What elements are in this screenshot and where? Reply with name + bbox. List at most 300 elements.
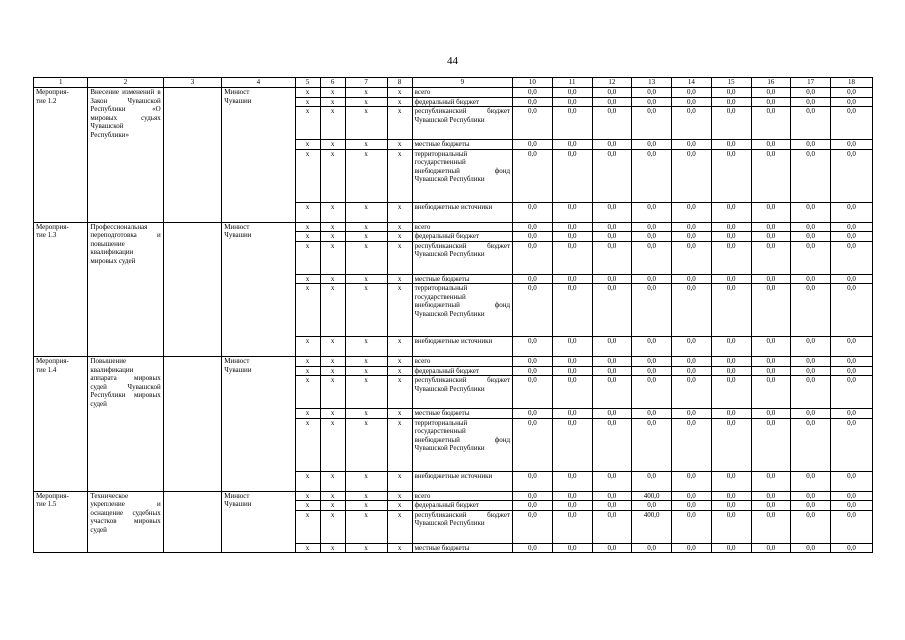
funding-value: 0,0: [672, 284, 712, 337]
funding-value: 0,0: [552, 491, 592, 501]
code-cell-c6: x: [320, 418, 345, 471]
funding-value: 0,0: [592, 376, 632, 409]
funding-value: 0,0: [552, 274, 592, 284]
code-cell-c7: x: [345, 471, 387, 491]
table-row: [34, 88, 873, 98]
code-cell-c8: x: [387, 501, 412, 511]
measure-responsible: Минюст Чувашии: [222, 222, 295, 357]
code-cell-c7: x: [345, 376, 387, 409]
funding-value: 0,0: [751, 409, 791, 419]
funding-value: 0,0: [751, 88, 791, 98]
code-cell-c5: x: [295, 107, 320, 140]
code-cell-c6: x: [320, 337, 345, 357]
funding-value: 0,0: [672, 241, 712, 274]
funding-value: 0,0: [592, 409, 632, 419]
measure-responsible: Минюст Чувашии: [222, 357, 295, 492]
funding-value: 0,0: [552, 284, 592, 337]
code-cell-c5: x: [295, 222, 320, 232]
column-number: 10: [513, 78, 553, 88]
column-number: 11: [552, 78, 592, 88]
funding-value: 0,0: [791, 140, 831, 150]
funding-source: местные бюджеты: [412, 543, 512, 553]
funding-value: 0,0: [592, 471, 632, 491]
code-cell-c5: x: [295, 491, 320, 501]
funding-value: 0,0: [552, 88, 592, 98]
funding-value: 0,0: [751, 471, 791, 491]
column-number: 16: [751, 78, 791, 88]
funding-value: 0,0: [552, 357, 592, 367]
code-cell-c7: x: [345, 202, 387, 222]
funding-value: 0,0: [711, 202, 751, 222]
funding-value: 0,0: [831, 357, 873, 367]
funding-value: 0,0: [552, 510, 592, 543]
funding-value: 0,0: [791, 491, 831, 501]
funding-value: 0,0: [791, 88, 831, 98]
funding-value: 0,0: [672, 202, 712, 222]
funding-value: 0,0: [592, 222, 632, 232]
code-cell-c8: x: [387, 232, 412, 242]
code-cell-c6: x: [320, 222, 345, 232]
code-cell-c7: x: [345, 510, 387, 543]
funding-value: 0,0: [791, 471, 831, 491]
funding-value: 0,0: [711, 337, 751, 357]
funding-value: 0,0: [672, 88, 712, 98]
column-number: 12: [592, 78, 632, 88]
measure-participant: [163, 222, 222, 357]
code-cell-c7: x: [345, 337, 387, 357]
funding-value: 0,0: [632, 337, 672, 357]
funding-value: 0,0: [632, 543, 672, 553]
funding-source: всего: [412, 357, 512, 367]
funding-value: 0,0: [632, 366, 672, 376]
funding-value: 0,0: [831, 501, 873, 511]
code-cell-c6: x: [320, 274, 345, 284]
funding-value: 0,0: [672, 357, 712, 367]
funding-source: местные бюджеты: [412, 409, 512, 419]
funding-value: 0,0: [711, 149, 751, 202]
funding-source: всего: [412, 491, 512, 501]
funding-value: 0,0: [632, 376, 672, 409]
funding-value: 0,0: [552, 97, 592, 107]
funding-value: 0,0: [711, 543, 751, 553]
funding-value: 0,0: [751, 543, 791, 553]
funding-value: 0,0: [831, 376, 873, 409]
funding-value: 0,0: [751, 232, 791, 242]
funding-value: 0,0: [791, 418, 831, 471]
column-number: 15: [711, 78, 751, 88]
funding-value: 0,0: [552, 140, 592, 150]
column-number: 9: [412, 78, 512, 88]
funding-source: республиканский бюджет Чувашской Республики: [412, 107, 512, 140]
funding-value: 0,0: [592, 241, 632, 274]
funding-value: 0,0: [672, 97, 712, 107]
funding-value: 0,0: [513, 88, 553, 98]
funding-value: 0,0: [632, 284, 672, 337]
code-cell-c6: x: [320, 357, 345, 367]
funding-value: 0,0: [632, 140, 672, 150]
funding-value: 0,0: [513, 501, 553, 511]
funding-value: 0,0: [791, 222, 831, 232]
column-number: 7: [345, 78, 387, 88]
funding-value: 0,0: [711, 97, 751, 107]
funding-value: 0,0: [632, 357, 672, 367]
measure-name: Профессиональная переподготовка и повышение квалификации мировых судей: [88, 222, 163, 357]
funding-value: 0,0: [791, 501, 831, 511]
funding-value: 0,0: [552, 202, 592, 222]
funding-value: 0,0: [751, 97, 791, 107]
funding-value: 0,0: [751, 357, 791, 367]
code-cell-c7: x: [345, 232, 387, 242]
code-cell-c6: x: [320, 202, 345, 222]
measure-responsible: Минюст Чувашии: [222, 88, 295, 223]
code-cell-c7: x: [345, 274, 387, 284]
code-cell-c5: x: [295, 501, 320, 511]
funding-value: 0,0: [513, 418, 553, 471]
funding-value: 0,0: [632, 418, 672, 471]
funding-value: 0,0: [552, 418, 592, 471]
funding-value: 400,0: [632, 491, 672, 501]
funding-source: всего: [412, 88, 512, 98]
code-cell-c5: x: [295, 409, 320, 419]
funding-value: 0,0: [751, 366, 791, 376]
code-cell-c6: x: [320, 241, 345, 274]
funding-value: 0,0: [831, 232, 873, 242]
funding-value: 0,0: [831, 491, 873, 501]
code-cell-c5: x: [295, 140, 320, 150]
code-cell-c6: x: [320, 409, 345, 419]
code-cell-c7: x: [345, 543, 387, 553]
code-cell-c8: x: [387, 241, 412, 274]
funding-value: 0,0: [672, 107, 712, 140]
code-cell-c7: x: [345, 418, 387, 471]
funding-value: 0,0: [552, 222, 592, 232]
funding-value: 0,0: [632, 97, 672, 107]
funding-value: 0,0: [513, 202, 553, 222]
code-cell-c6: x: [320, 376, 345, 409]
funding-value: 0,0: [552, 501, 592, 511]
code-cell-c5: x: [295, 337, 320, 357]
column-number: 1: [34, 78, 88, 88]
funding-value: 0,0: [751, 284, 791, 337]
column-number: 5: [295, 78, 320, 88]
funding-value: 0,0: [552, 337, 592, 357]
code-cell-c7: x: [345, 491, 387, 501]
funding-source: местные бюджеты: [412, 140, 512, 150]
code-cell-c8: x: [387, 491, 412, 501]
code-cell-c6: x: [320, 149, 345, 202]
code-cell-c8: x: [387, 418, 412, 471]
funding-value: 0,0: [791, 337, 831, 357]
funding-value: 0,0: [672, 543, 712, 553]
funding-value: 0,0: [592, 88, 632, 98]
funding-value: 0,0: [791, 409, 831, 419]
funding-value: 0,0: [831, 241, 873, 274]
table-row: [34, 357, 873, 367]
funding-value: 0,0: [751, 107, 791, 140]
funding-value: 0,0: [831, 366, 873, 376]
code-cell-c6: x: [320, 232, 345, 242]
measure-name: Внесение изменений в Закон Чувашской Республики «О мировых судьях Чувашской Республики»: [88, 88, 163, 223]
funding-value: 0,0: [711, 376, 751, 409]
column-number: 18: [831, 78, 873, 88]
funding-value: 0,0: [711, 241, 751, 274]
code-cell-c8: x: [387, 284, 412, 337]
funding-value: 0,0: [791, 97, 831, 107]
funding-value: 0,0: [513, 140, 553, 150]
page-number: 44: [447, 55, 458, 67]
funding-value: 0,0: [592, 366, 632, 376]
funding-value: 0,0: [513, 241, 553, 274]
measure-participant: [163, 357, 222, 492]
funding-source: территориальный государственный внебюджетный фонд Чувашской Республики: [412, 284, 512, 337]
funding-value: 0,0: [672, 232, 712, 242]
funding-value: 0,0: [552, 543, 592, 553]
funding-value: 0,0: [672, 510, 712, 543]
funding-value: 0,0: [513, 107, 553, 140]
funding-value: 0,0: [592, 510, 632, 543]
code-cell-c7: x: [345, 409, 387, 419]
funding-value: 0,0: [592, 284, 632, 337]
measure-id: Мероприя- тие 1.3: [34, 222, 88, 357]
code-cell-c5: x: [295, 241, 320, 274]
measure-id: Мероприя- тие 1.4: [34, 357, 88, 492]
funding-source: республиканский бюджет Чувашской Республики: [412, 376, 512, 409]
funding-source: федеральный бюджет: [412, 232, 512, 242]
code-cell-c8: x: [387, 366, 412, 376]
code-cell-c5: x: [295, 202, 320, 222]
column-number: 14: [672, 78, 712, 88]
code-cell-c8: x: [387, 274, 412, 284]
code-cell-c5: x: [295, 418, 320, 471]
funding-value: 0,0: [711, 510, 751, 543]
funding-value: 0,0: [831, 510, 873, 543]
funding-value: 0,0: [632, 501, 672, 511]
code-cell-c6: x: [320, 543, 345, 553]
code-cell-c6: x: [320, 88, 345, 98]
code-cell-c5: x: [295, 232, 320, 242]
funding-value: 0,0: [592, 202, 632, 222]
funding-value: 0,0: [711, 88, 751, 98]
funding-value: 0,0: [672, 337, 712, 357]
funding-value: 0,0: [711, 274, 751, 284]
funding-value: 0,0: [592, 418, 632, 471]
measure-name: Техническое укрепление и оснащение судебных участков мировых судей: [88, 491, 163, 553]
funding-value: 0,0: [592, 140, 632, 150]
code-cell-c8: x: [387, 202, 412, 222]
code-cell-c7: x: [345, 140, 387, 150]
funding-value: 0,0: [672, 471, 712, 491]
funding-value: 0,0: [711, 232, 751, 242]
funding-value: 0,0: [513, 274, 553, 284]
funding-value: 0,0: [672, 366, 712, 376]
code-cell-c8: x: [387, 543, 412, 553]
funding-value: 0,0: [791, 357, 831, 367]
funding-value: 0,0: [552, 409, 592, 419]
funding-value: 0,0: [711, 471, 751, 491]
measure-participant: [163, 88, 222, 223]
table-row: [34, 222, 873, 232]
funding-value: 0,0: [751, 510, 791, 543]
funding-value: 0,0: [632, 222, 672, 232]
funding-value: 0,0: [751, 149, 791, 202]
funding-value: 0,0: [791, 284, 831, 337]
funding-value: 0,0: [513, 376, 553, 409]
funding-source: территориальный государственный внебюджетный фонд Чувашской Республики: [412, 418, 512, 471]
funding-source: территориальный государственный внебюджетный фонд Чувашской Республики: [412, 149, 512, 202]
code-cell-c5: x: [295, 149, 320, 202]
code-cell-c5: x: [295, 88, 320, 98]
code-cell-c5: x: [295, 357, 320, 367]
code-cell-c8: x: [387, 409, 412, 419]
funding-value: 0,0: [592, 97, 632, 107]
funding-value: 0,0: [513, 337, 553, 357]
funding-value: 0,0: [711, 222, 751, 232]
code-cell-c8: x: [387, 337, 412, 357]
funding-value: 0,0: [552, 149, 592, 202]
funding-value: 0,0: [672, 409, 712, 419]
funding-value: 0,0: [672, 149, 712, 202]
funding-value: 0,0: [632, 149, 672, 202]
funding-source: внебюджетные источники: [412, 202, 512, 222]
code-cell-c6: x: [320, 491, 345, 501]
code-cell-c6: x: [320, 471, 345, 491]
code-cell-c8: x: [387, 357, 412, 367]
funding-value: 0,0: [672, 274, 712, 284]
code-cell-c8: x: [387, 149, 412, 202]
funding-value: 0,0: [513, 284, 553, 337]
funding-source: внебюджетные источники: [412, 471, 512, 491]
funding-value: 0,0: [831, 140, 873, 150]
funding-value: 0,0: [672, 140, 712, 150]
funding-value: 0,0: [552, 107, 592, 140]
code-cell-c6: x: [320, 501, 345, 511]
funding-value: 0,0: [513, 149, 553, 202]
funding-value: 0,0: [831, 202, 873, 222]
funding-value: 0,0: [552, 376, 592, 409]
column-number: 4: [222, 78, 295, 88]
funding-value: 0,0: [632, 241, 672, 274]
funding-value: 0,0: [791, 107, 831, 140]
column-number-row: [34, 78, 873, 88]
funding-value: 0,0: [711, 107, 751, 140]
code-cell-c8: x: [387, 140, 412, 150]
funding-value: 400,0: [632, 510, 672, 543]
code-cell-c6: x: [320, 107, 345, 140]
funding-value: 0,0: [632, 232, 672, 242]
code-cell-c8: x: [387, 97, 412, 107]
funding-value: 0,0: [791, 274, 831, 284]
funding-value: 0,0: [711, 357, 751, 367]
code-cell-c6: x: [320, 97, 345, 107]
code-cell-c8: x: [387, 222, 412, 232]
funding-value: 0,0: [791, 241, 831, 274]
column-number: 8: [387, 78, 412, 88]
measure-participant: [163, 491, 222, 553]
funding-value: 0,0: [791, 510, 831, 543]
funding-value: 0,0: [791, 149, 831, 202]
funding-value: 0,0: [711, 501, 751, 511]
funding-value: 0,0: [592, 501, 632, 511]
funding-value: 0,0: [552, 471, 592, 491]
code-cell-c7: x: [345, 97, 387, 107]
funding-value: 0,0: [672, 501, 712, 511]
funding-value: 0,0: [751, 418, 791, 471]
funding-source: федеральный бюджет: [412, 366, 512, 376]
code-cell-c7: x: [345, 107, 387, 140]
column-number: 2: [88, 78, 163, 88]
code-cell-c5: x: [295, 543, 320, 553]
funding-value: 0,0: [711, 140, 751, 150]
funding-value: 0,0: [513, 222, 553, 232]
funding-source: республиканский бюджет Чувашской Республики: [412, 241, 512, 274]
funding-value: 0,0: [592, 543, 632, 553]
code-cell-c5: x: [295, 471, 320, 491]
funding-value: 0,0: [711, 366, 751, 376]
funding-value: 0,0: [513, 366, 553, 376]
funding-value: 0,0: [751, 222, 791, 232]
column-number: 6: [320, 78, 345, 88]
code-cell-c7: x: [345, 88, 387, 98]
funding-value: 0,0: [711, 418, 751, 471]
funding-source: местные бюджеты: [412, 274, 512, 284]
funding-value: 0,0: [513, 232, 553, 242]
funding-value: 0,0: [831, 97, 873, 107]
funding-value: 0,0: [711, 284, 751, 337]
funding-value: 0,0: [513, 510, 553, 543]
program-measures-table: [33, 77, 873, 553]
funding-value: 0,0: [791, 366, 831, 376]
funding-value: 0,0: [632, 202, 672, 222]
funding-value: 0,0: [672, 222, 712, 232]
funding-value: 0,0: [831, 471, 873, 491]
funding-value: 0,0: [632, 274, 672, 284]
funding-value: 0,0: [552, 241, 592, 274]
code-cell-c7: x: [345, 241, 387, 274]
code-cell-c8: x: [387, 510, 412, 543]
funding-value: 0,0: [592, 149, 632, 202]
funding-source: федеральный бюджет: [412, 501, 512, 511]
column-number: 13: [632, 78, 672, 88]
funding-value: 0,0: [751, 376, 791, 409]
funding-value: 0,0: [513, 471, 553, 491]
measure-responsible: Минюст Чувашии: [222, 491, 295, 553]
funding-source: федеральный бюджет: [412, 97, 512, 107]
funding-value: 0,0: [831, 418, 873, 471]
code-cell-c5: x: [295, 376, 320, 409]
code-cell-c5: x: [295, 510, 320, 543]
funding-value: 0,0: [751, 202, 791, 222]
code-cell-c5: x: [295, 274, 320, 284]
code-cell-c8: x: [387, 88, 412, 98]
code-cell-c7: x: [345, 501, 387, 511]
funding-value: 0,0: [751, 241, 791, 274]
funding-value: 0,0: [751, 274, 791, 284]
funding-value: 0,0: [513, 409, 553, 419]
funding-value: 0,0: [831, 284, 873, 337]
funding-value: 0,0: [632, 471, 672, 491]
funding-source: внебюджетные источники: [412, 337, 512, 357]
funding-value: 0,0: [831, 149, 873, 202]
funding-value: 0,0: [672, 418, 712, 471]
funding-value: 0,0: [592, 337, 632, 357]
funding-value: 0,0: [592, 232, 632, 242]
measure-name: Повышение квалификации аппарата мировых судей Чувашской Республики мировых судей: [88, 357, 163, 492]
funding-value: 0,0: [791, 543, 831, 553]
funding-value: 0,0: [831, 88, 873, 98]
funding-value: 0,0: [632, 107, 672, 140]
funding-value: 0,0: [791, 202, 831, 222]
funding-value: 0,0: [552, 366, 592, 376]
